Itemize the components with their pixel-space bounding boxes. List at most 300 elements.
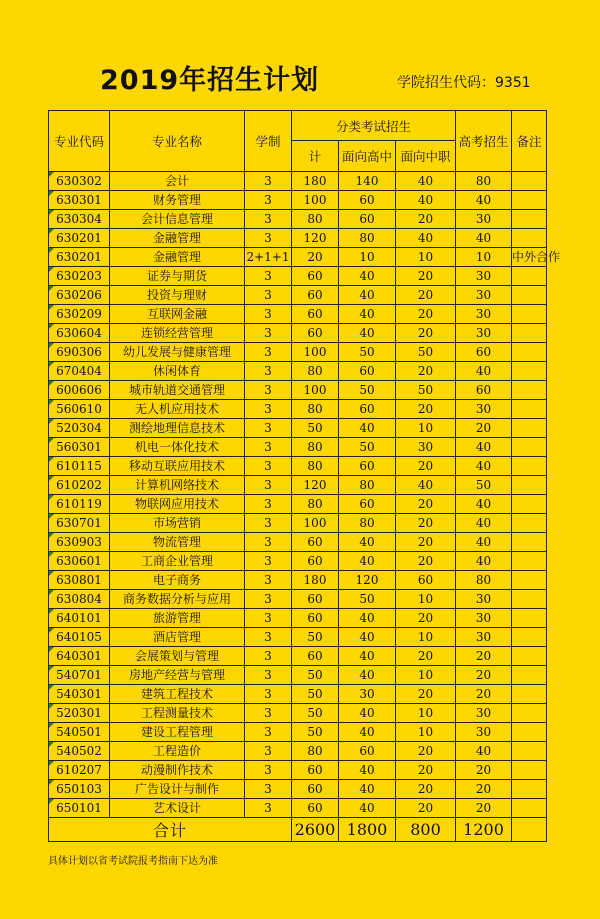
vocational-school-cell: 40 (396, 191, 456, 210)
header-note: 备注 (512, 111, 547, 172)
major-code-cell: 640101 (49, 609, 110, 628)
table-row (49, 172, 547, 191)
total-cell: 100 (292, 381, 339, 400)
major-name-cell: 工程造价 (110, 742, 245, 761)
vocational-school-cell: 20 (396, 400, 456, 419)
major-code-cell: 540701 (49, 666, 110, 685)
gaokao-cell: 30 (456, 400, 512, 419)
note-cell (512, 400, 547, 419)
total-cell: 20 (292, 248, 339, 267)
header-years: 学制 (245, 111, 292, 172)
major-name-cell: 证券与期货 (110, 267, 245, 286)
years-cell: 3 (245, 647, 292, 666)
table-row (49, 799, 547, 818)
table-row (49, 381, 547, 400)
high-school-cell: 40 (339, 267, 396, 286)
table-row (49, 419, 547, 438)
gaokao-cell: 10 (456, 248, 512, 267)
years-cell: 3 (245, 495, 292, 514)
total-cell: 80 (292, 438, 339, 457)
header-major-code: 专业代码 (49, 111, 110, 172)
high-school-cell: 140 (339, 172, 396, 191)
gaokao-cell: 30 (456, 210, 512, 229)
major-name-cell: 电子商务 (110, 571, 245, 590)
major-name-cell: 休闲体育 (110, 362, 245, 381)
vocational-school-cell: 20 (396, 742, 456, 761)
gaokao-cell: 20 (456, 647, 512, 666)
high-school-cell: 40 (339, 704, 396, 723)
major-code-cell: 630804 (49, 590, 110, 609)
years-cell: 3 (245, 343, 292, 362)
high-school-cell: 40 (339, 761, 396, 780)
major-code-cell: 640105 (49, 628, 110, 647)
total-cell: 100 (292, 514, 339, 533)
major-code-cell: 540301 (49, 685, 110, 704)
total-cell: 60 (292, 533, 339, 552)
major-name-cell: 广告设计与制作 (110, 780, 245, 799)
major-name-cell: 会计信息管理 (110, 210, 245, 229)
gaokao-cell: 40 (456, 457, 512, 476)
total-cell: 80 (292, 210, 339, 229)
vocational-school-cell: 20 (396, 780, 456, 799)
major-name-cell: 测绘地理信息技术 (110, 419, 245, 438)
note-cell (512, 457, 547, 476)
high-school-cell: 40 (339, 324, 396, 343)
vocational-school-cell: 20 (396, 267, 456, 286)
note-cell (512, 324, 547, 343)
major-code-cell: 630601 (49, 552, 110, 571)
major-name-cell: 建设工程管理 (110, 723, 245, 742)
major-name-cell: 工商企业管理 (110, 552, 245, 571)
major-code-cell: 560301 (49, 438, 110, 457)
total-cell: 60 (292, 799, 339, 818)
high-school-cell: 40 (339, 780, 396, 799)
years-cell: 3 (245, 419, 292, 438)
gaokao-cell: 30 (456, 590, 512, 609)
header-major-name: 专业名称 (110, 111, 245, 172)
note-cell (512, 723, 547, 742)
major-code-cell: 630604 (49, 324, 110, 343)
high-school-cell: 50 (339, 343, 396, 362)
note-cell (512, 362, 547, 381)
major-name-cell: 幼儿发展与健康管理 (110, 343, 245, 362)
note-cell (512, 495, 547, 514)
gaokao-cell: 80 (456, 571, 512, 590)
major-code-cell: 630209 (49, 305, 110, 324)
note-cell (512, 305, 547, 324)
major-code-cell: 630206 (49, 286, 110, 305)
table-row (49, 267, 547, 286)
years-cell: 3 (245, 476, 292, 495)
gaokao-cell: 30 (456, 628, 512, 647)
total-cell: 80 (292, 495, 339, 514)
major-code-cell: 630801 (49, 571, 110, 590)
totals-label: 合计 (49, 818, 292, 842)
total-cell: 60 (292, 609, 339, 628)
total-cell: 60 (292, 761, 339, 780)
gaokao-cell: 20 (456, 419, 512, 438)
total-cell: 50 (292, 685, 339, 704)
table-row (49, 248, 547, 267)
total-cell: 50 (292, 419, 339, 438)
major-code-cell: 650103 (49, 780, 110, 799)
vocational-school-cell: 30 (396, 438, 456, 457)
high-school-cell: 40 (339, 628, 396, 647)
totals-note (512, 818, 547, 842)
vocational-school-cell: 20 (396, 685, 456, 704)
years-cell: 3 (245, 191, 292, 210)
vocational-school-cell: 60 (396, 571, 456, 590)
major-name-cell: 艺术设计 (110, 799, 245, 818)
note-cell (512, 286, 547, 305)
table-row (49, 609, 547, 628)
school-code-label: 学院招生代码：9351 (397, 75, 531, 91)
years-cell: 3 (245, 267, 292, 286)
major-name-cell: 物流管理 (110, 533, 245, 552)
total-cell: 50 (292, 628, 339, 647)
major-code-cell: 610115 (49, 457, 110, 476)
high-school-cell: 40 (339, 419, 396, 438)
table-row (49, 305, 547, 324)
table-row (49, 590, 547, 609)
vocational-school-cell: 10 (396, 723, 456, 742)
table-row (49, 514, 547, 533)
table-row (49, 438, 547, 457)
vocational-school-cell: 50 (396, 343, 456, 362)
major-code-cell: 610119 (49, 495, 110, 514)
gaokao-cell: 30 (456, 704, 512, 723)
major-code-cell: 640301 (49, 647, 110, 666)
vocational-school-cell: 50 (396, 381, 456, 400)
table-row (49, 457, 547, 476)
vocational-school-cell: 20 (396, 533, 456, 552)
table-row (49, 571, 547, 590)
major-name-cell: 互联网金融 (110, 305, 245, 324)
vocational-school-cell: 40 (396, 229, 456, 248)
gaokao-cell: 30 (456, 723, 512, 742)
major-code-cell: 630302 (49, 172, 110, 191)
years-cell: 3 (245, 229, 292, 248)
high-school-cell: 120 (339, 571, 396, 590)
years-cell: 3 (245, 609, 292, 628)
high-school-cell: 50 (339, 590, 396, 609)
major-code-cell: 630701 (49, 514, 110, 533)
high-school-cell: 60 (339, 495, 396, 514)
note-cell (512, 704, 547, 723)
gaokao-cell: 40 (456, 552, 512, 571)
major-code-cell: 630304 (49, 210, 110, 229)
gaokao-cell: 40 (456, 742, 512, 761)
years-cell: 3 (245, 324, 292, 343)
major-code-cell: 630903 (49, 533, 110, 552)
years-cell: 3 (245, 286, 292, 305)
years-cell: 3 (245, 381, 292, 400)
vocational-school-cell: 20 (396, 495, 456, 514)
note-cell (512, 552, 547, 571)
vocational-school-cell: 20 (396, 286, 456, 305)
header-total: 计 (292, 141, 339, 172)
note-cell (512, 799, 547, 818)
table-row (49, 343, 547, 362)
years-cell: 3 (245, 210, 292, 229)
high-school-cell: 50 (339, 381, 396, 400)
total-cell: 50 (292, 704, 339, 723)
note-cell (512, 685, 547, 704)
note-cell (512, 381, 547, 400)
note-cell (512, 267, 547, 286)
high-school-cell: 80 (339, 229, 396, 248)
table-row (49, 742, 547, 761)
years-cell: 3 (245, 799, 292, 818)
vocational-school-cell: 20 (396, 552, 456, 571)
footnote: 具体计划以省考试院报考指南下达为准 (48, 856, 218, 867)
major-name-cell: 连锁经营管理 (110, 324, 245, 343)
table-row (49, 362, 547, 381)
gaokao-cell: 30 (456, 305, 512, 324)
table-row (49, 723, 547, 742)
vocational-school-cell: 20 (396, 457, 456, 476)
major-code-cell: 520304 (49, 419, 110, 438)
total-cell: 60 (292, 552, 339, 571)
major-name-cell: 动漫制作技术 (110, 761, 245, 780)
major-name-cell: 工程测量技术 (110, 704, 245, 723)
total-cell: 120 (292, 229, 339, 248)
gaokao-cell: 40 (456, 229, 512, 248)
table-body (49, 172, 561, 818)
major-name-cell: 投资与理财 (110, 286, 245, 305)
table-row (49, 647, 547, 666)
major-name-cell: 财务管理 (110, 191, 245, 210)
total-cell: 80 (292, 742, 339, 761)
vocational-school-cell: 10 (396, 590, 456, 609)
gaokao-cell: 40 (456, 362, 512, 381)
gaokao-cell: 30 (456, 267, 512, 286)
years-cell: 3 (245, 400, 292, 419)
header-classified-exam-group: 分类考试招生 (292, 111, 456, 141)
years-cell: 3 (245, 533, 292, 552)
years-cell: 3 (245, 457, 292, 476)
high-school-cell: 40 (339, 305, 396, 324)
note-cell (512, 172, 547, 191)
header-gaokao: 高考招生 (456, 111, 512, 172)
major-name-cell: 金融管理 (110, 229, 245, 248)
high-school-cell: 60 (339, 742, 396, 761)
note-cell (512, 229, 547, 248)
vocational-school-cell: 10 (396, 248, 456, 267)
major-name-cell: 机电一体化技术 (110, 438, 245, 457)
years-cell: 3 (245, 780, 292, 799)
table-row (49, 286, 547, 305)
gaokao-cell: 20 (456, 780, 512, 799)
total-cell: 60 (292, 647, 339, 666)
gaokao-cell: 40 (456, 438, 512, 457)
high-school-cell: 60 (339, 457, 396, 476)
total-cell: 50 (292, 666, 339, 685)
years-cell: 3 (245, 704, 292, 723)
total-cell: 50 (292, 723, 339, 742)
table-row (49, 685, 547, 704)
total-cell: 180 (292, 571, 339, 590)
vocational-school-cell: 20 (396, 324, 456, 343)
major-name-cell: 物联网应用技术 (110, 495, 245, 514)
gaokao-cell: 40 (456, 533, 512, 552)
major-code-cell: 630201 (49, 229, 110, 248)
high-school-cell: 40 (339, 666, 396, 685)
gaokao-cell: 60 (456, 343, 512, 362)
note-cell (512, 780, 547, 799)
vocational-school-cell: 40 (396, 476, 456, 495)
major-name-cell: 移动互联应用技术 (110, 457, 245, 476)
major-code-cell: 610207 (49, 761, 110, 780)
note-cell (512, 514, 547, 533)
note-cell (512, 191, 547, 210)
gaokao-cell: 40 (456, 495, 512, 514)
vocational-school-cell: 20 (396, 305, 456, 324)
gaokao-cell: 50 (456, 476, 512, 495)
major-code-cell: 600606 (49, 381, 110, 400)
major-name-cell: 旅游管理 (110, 609, 245, 628)
high-school-cell: 10 (339, 248, 396, 267)
totals-vocational-school: 800 (396, 818, 456, 842)
major-name-cell: 商务数据分析与应用 (110, 590, 245, 609)
table-row (49, 400, 547, 419)
gaokao-cell: 20 (456, 666, 512, 685)
high-school-cell: 40 (339, 533, 396, 552)
high-school-cell: 40 (339, 609, 396, 628)
total-cell: 180 (292, 172, 339, 191)
years-cell: 3 (245, 362, 292, 381)
years-cell: 3 (245, 571, 292, 590)
header-vocational-school: 面向中职 (396, 141, 456, 172)
major-name-cell: 计算机网络技术 (110, 476, 245, 495)
high-school-cell: 40 (339, 552, 396, 571)
table-row (49, 552, 547, 571)
vocational-school-cell: 20 (396, 514, 456, 533)
table-row (49, 704, 547, 723)
years-cell: 3 (245, 514, 292, 533)
major-name-cell: 城市轨道交通管理 (110, 381, 245, 400)
note-cell (512, 571, 547, 590)
major-code-cell: 690306 (49, 343, 110, 362)
totals-gaokao: 1200 (456, 818, 512, 842)
total-cell: 60 (292, 305, 339, 324)
total-cell: 80 (292, 457, 339, 476)
table-row (49, 780, 547, 799)
vocational-school-cell: 10 (396, 628, 456, 647)
enrollment-plan-table (48, 110, 561, 842)
years-cell: 3 (245, 723, 292, 742)
vocational-school-cell: 40 (396, 172, 456, 191)
years-cell: 3 (245, 666, 292, 685)
high-school-cell: 60 (339, 191, 396, 210)
table-row (49, 666, 547, 685)
years-cell: 3 (245, 761, 292, 780)
totals-high-school: 1800 (339, 818, 396, 842)
header-high-school: 面向高中 (339, 141, 396, 172)
years-cell: 3 (245, 590, 292, 609)
vocational-school-cell: 20 (396, 210, 456, 229)
major-code-cell: 610202 (49, 476, 110, 495)
major-name-cell: 房地产经营与管理 (110, 666, 245, 685)
gaokao-cell: 20 (456, 761, 512, 780)
major-code-cell: 630201 (49, 248, 110, 267)
note-cell (512, 343, 547, 362)
high-school-cell: 50 (339, 438, 396, 457)
table-row (49, 324, 547, 343)
total-cell: 100 (292, 343, 339, 362)
years-cell: 3 (245, 305, 292, 324)
totals-row (49, 818, 547, 842)
years-cell: 3 (245, 552, 292, 571)
major-name-cell: 会计 (110, 172, 245, 191)
vocational-school-cell: 20 (396, 761, 456, 780)
vocational-school-cell: 20 (396, 647, 456, 666)
vocational-school-cell: 20 (396, 362, 456, 381)
table-row (49, 533, 547, 552)
table-row (49, 628, 547, 647)
note-cell (512, 438, 547, 457)
total-cell: 80 (292, 362, 339, 381)
high-school-cell: 60 (339, 210, 396, 229)
major-name-cell: 建筑工程技术 (110, 685, 245, 704)
major-name-cell: 金融管理 (110, 248, 245, 267)
note-cell: 中外合作 (512, 248, 547, 267)
note-cell (512, 476, 547, 495)
gaokao-cell: 30 (456, 609, 512, 628)
major-code-cell: 670404 (49, 362, 110, 381)
years-cell: 3 (245, 172, 292, 191)
high-school-cell: 40 (339, 647, 396, 666)
table-row (49, 761, 547, 780)
major-name-cell: 会展策划与管理 (110, 647, 245, 666)
total-cell: 60 (292, 267, 339, 286)
high-school-cell: 30 (339, 685, 396, 704)
gaokao-cell: 20 (456, 685, 512, 704)
total-cell: 120 (292, 476, 339, 495)
total-cell: 100 (292, 191, 339, 210)
major-code-cell: 630301 (49, 191, 110, 210)
vocational-school-cell: 10 (396, 704, 456, 723)
table-row (49, 229, 547, 248)
years-cell: 2+1+1 (245, 248, 292, 267)
gaokao-cell: 20 (456, 799, 512, 818)
table-row (49, 476, 547, 495)
note-cell (512, 210, 547, 229)
gaokao-cell: 30 (456, 324, 512, 343)
total-cell: 60 (292, 324, 339, 343)
table-row (49, 191, 547, 210)
note-cell (512, 761, 547, 780)
gaokao-cell: 40 (456, 191, 512, 210)
gaokao-cell: 40 (456, 514, 512, 533)
totals-total: 2600 (292, 818, 339, 842)
high-school-cell: 60 (339, 400, 396, 419)
note-cell (512, 628, 547, 647)
major-name-cell: 酒店管理 (110, 628, 245, 647)
major-code-cell: 560610 (49, 400, 110, 419)
high-school-cell: 40 (339, 799, 396, 818)
major-code-cell: 630203 (49, 267, 110, 286)
high-school-cell: 40 (339, 286, 396, 305)
high-school-cell: 80 (339, 514, 396, 533)
gaokao-cell: 60 (456, 381, 512, 400)
table-row (49, 210, 547, 229)
note-cell (512, 609, 547, 628)
high-school-cell: 80 (339, 476, 396, 495)
note-cell (512, 419, 547, 438)
total-cell: 60 (292, 780, 339, 799)
vocational-school-cell: 20 (396, 799, 456, 818)
